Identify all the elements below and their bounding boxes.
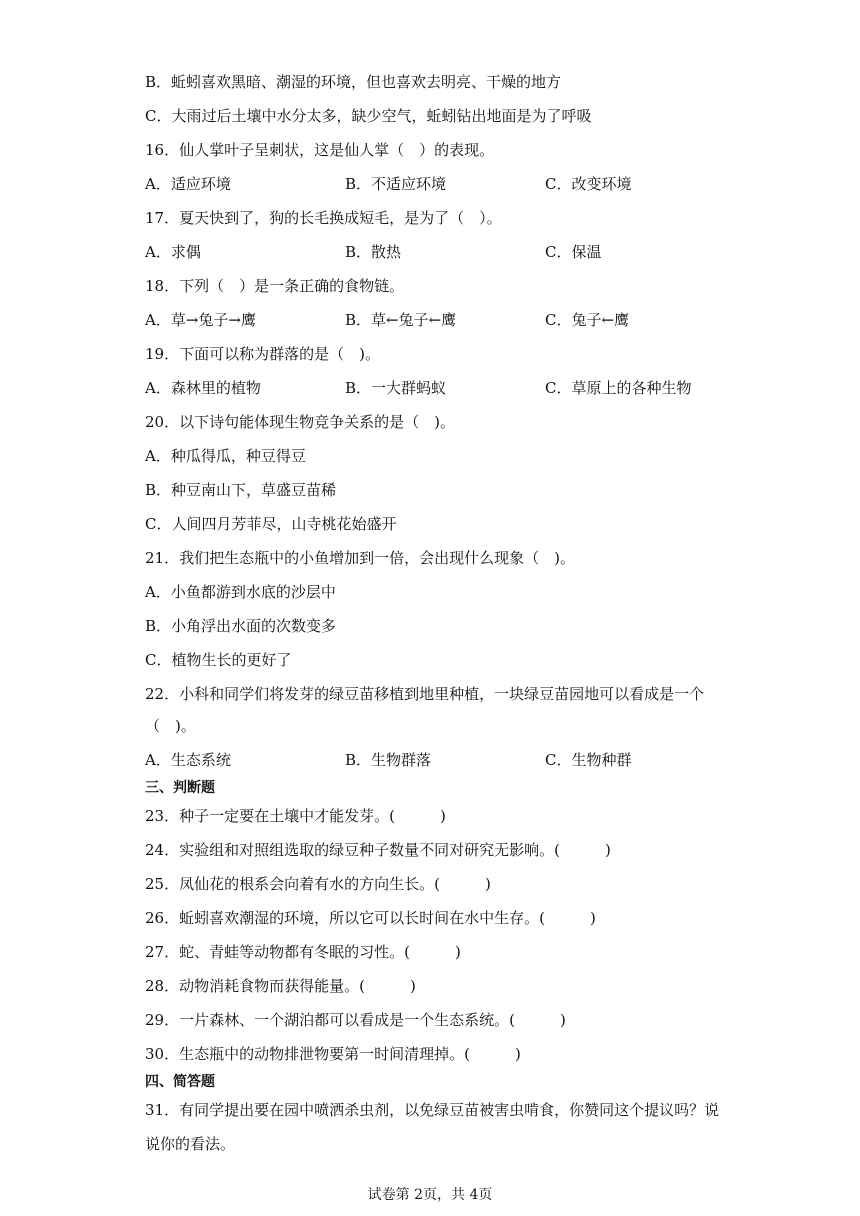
q21-option-a: A．小鱼都游到水底的沙层中	[145, 583, 336, 601]
q18-option-c: C．兔子←鹰	[545, 311, 630, 329]
question-20: 20．以下诗句能体现生物竞争关系的是（ )。	[145, 413, 455, 431]
q19-options	[145, 378, 765, 398]
page-footer: 试卷第 2页，共 4页	[367, 1187, 493, 1203]
question-17: 17．夏天快到了，狗的长毛换成短毛，是为了（ ）。	[145, 209, 502, 227]
q17-options	[145, 242, 765, 262]
question-22-continued: （ )。	[145, 717, 196, 735]
question-19: 19．下面可以称为群落的是（ )。	[145, 345, 380, 363]
q18-option-a: A．草→兔子→鹰	[145, 311, 256, 329]
question-29: 29．一片森林、一个湖泊都可以看成是一个生态系统。( )	[145, 1011, 566, 1029]
q21-option-b: B．小角浮出水面的次数变多	[145, 617, 337, 635]
q19-option-a: A．森林里的植物	[145, 379, 261, 397]
question-22: 22．小科和同学们将发芽的绿豆苗移植到地里种植，一块绿豆苗园地可以看成是一个	[145, 685, 705, 703]
q19-option-b: B．一大群蚂蚁	[345, 379, 447, 397]
question-25: 25．凤仙花的根系会向着有水的方向生长。( )	[145, 875, 491, 893]
q22-option-a: A．生态系统	[145, 751, 231, 769]
section-heading-short-answer: 四、简答题	[145, 1074, 215, 1090]
q20-option-a: A．种瓜得瓜，种豆得豆	[145, 447, 306, 465]
question-28: 28．动物消耗食物而获得能量。( )	[145, 977, 416, 995]
q16-options	[145, 174, 765, 194]
question-31: 31．有同学提出要在园中喷洒杀虫剂，以免绿豆苗被害虫啃食，你赞同这个提议吗？说	[145, 1101, 720, 1119]
q18-options	[145, 310, 765, 330]
q22-option-b: B．生物群落	[345, 751, 432, 769]
q18-option-b: B．草←兔子←鹰	[345, 311, 457, 329]
question-18: 18．下列（ ）是一条正确的食物链。	[145, 277, 405, 295]
q17-option-b: B．散热	[345, 243, 402, 261]
q20-option-b: B．种豆南山下，草盛豆苗稀	[145, 481, 337, 499]
question-16: 16．仙人掌叶子呈刺状，这是仙人掌（ ）的表现。	[145, 141, 495, 159]
q21-option-c: C．植物生长的更好了	[145, 651, 292, 669]
question-21: 21．我们把生态瓶中的小鱼增加到一倍，会出现什么现象（ )。	[145, 549, 575, 567]
q17-option-c: C．保温	[545, 243, 602, 261]
question-24: 24．实验组和对照组选取的绿豆种子数量不同对研究无影响。( )	[145, 841, 611, 859]
q16-option-a: A．适应环境	[145, 175, 231, 193]
q16-option-c: C．改变环境	[545, 175, 632, 193]
question-27: 27．蛇、青蛙等动物都有冬眠的习性。( )	[145, 943, 461, 961]
q17-option-a: A．求偶	[145, 243, 201, 261]
question-31-continued: 说你的看法。	[145, 1135, 236, 1153]
section-heading-true-false: 三、判断题	[145, 780, 215, 796]
q15-option-c: C．大雨过后土壤中水分太多，缺少空气，蚯蚓钻出地面是为了呼吸	[145, 107, 592, 125]
q15-option-b: B．蚯蚓喜欢黑暗、潮湿的环境，但也喜欢去明亮、干燥的地方	[145, 73, 562, 91]
q20-option-c: C．人间四月芳菲尽，山寺桃花始盛开	[145, 515, 397, 533]
question-30: 30．生态瓶中的动物排泄物要第一时间清理掉。( )	[145, 1045, 521, 1063]
question-26: 26．蚯蚓喜欢潮湿的环境，所以它可以长时间在水中生存。( )	[145, 909, 596, 927]
q16-option-b: B．不适应环境	[345, 175, 447, 193]
question-23: 23．种子一定要在土壤中才能发芽。( )	[145, 807, 446, 825]
q22-options	[145, 750, 765, 770]
q22-option-c: C．生物种群	[545, 751, 632, 769]
q19-option-c: C．草原上的各种生物	[545, 379, 692, 397]
